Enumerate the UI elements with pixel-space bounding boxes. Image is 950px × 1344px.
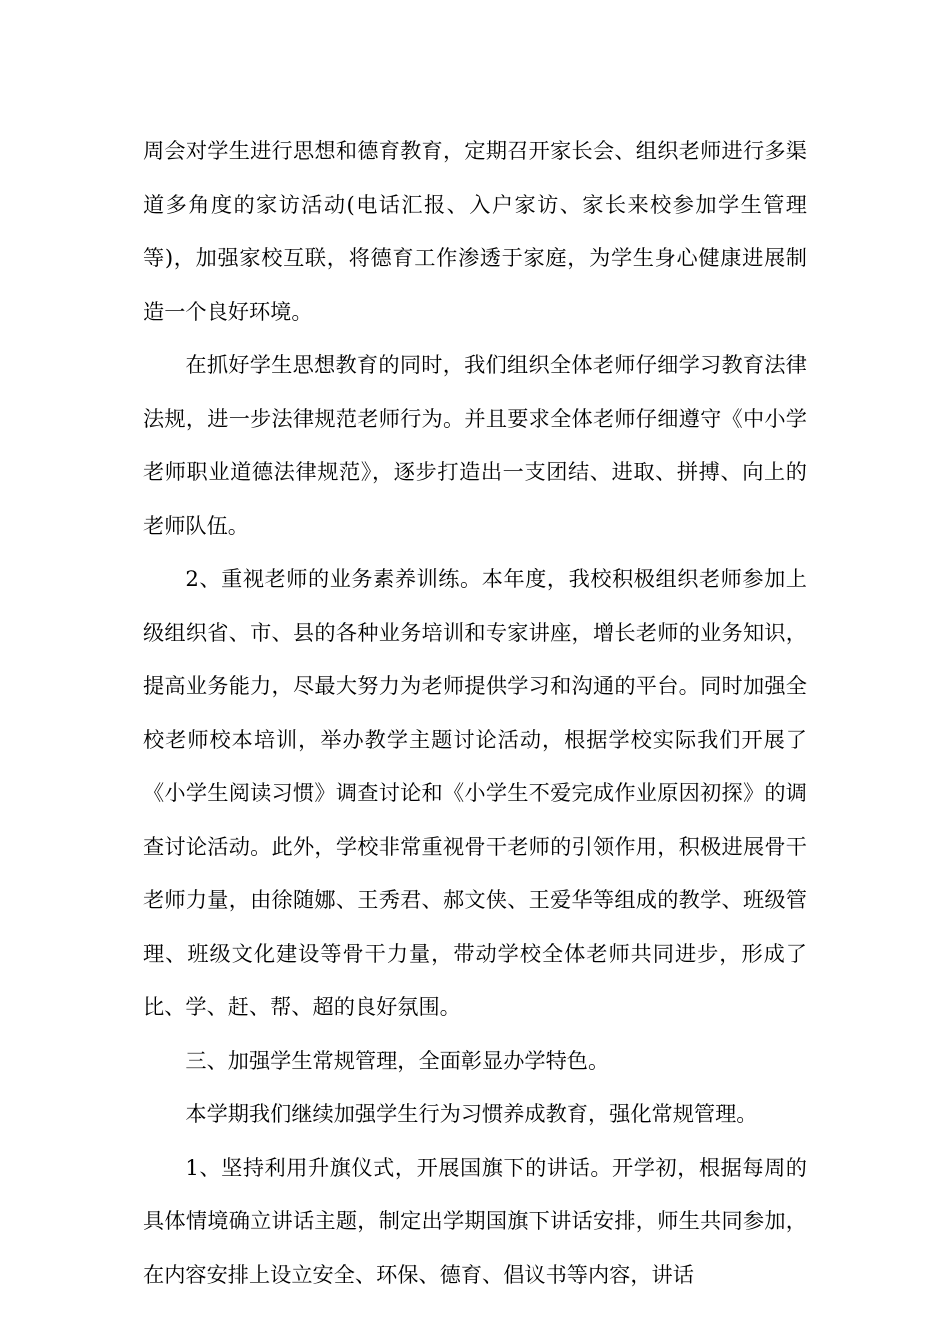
paragraph-4: 本学期我们继续加强学生行为习惯养成教育，强化常规管理。	[185, 1101, 758, 1126]
document-page	[143, 124, 807, 1301]
section-heading: 三、加强学生常规管理，全面彰显办学特色。	[185, 1047, 610, 1073]
paragraph-1: 周会对学生进行思想和德育教育，定期召开家长会、组织老师进行多渠道多角度的家访活动(电话汇报、入户家访、家长来校参加学生管理等)，加强家校互联，将德育工作渗透于家庭，为学生身心健康进展制造一个良好环境。	[143, 138, 807, 324]
paragraph-2: 在抓好学生思想教育的同时，我们组织全体老师仔细学习教育法律法规，进一步法律规范老师行为。并且要求全体老师仔细遵守《中小学老师职业道德法律规范》，逐步打造出一支团结、进取、拼搏、向上的老师队伍。	[143, 352, 807, 538]
paragraph-5: 1、坚持利用升旗仪式，开展国旗下的讲话。开学初，根据每周的具体情境确立讲话主题，制定出学期国旗下讲话安排，师生共同参加，在内容安排上设立安全、环保、德育、倡议书等内容，讲话	[143, 1154, 807, 1287]
paragraph-3: 2、重视老师的业务素养训练。本年度，我校积极组织老师参加上级组织省、市、县的各种业务培训和专家讲座，增长老师的业务知识，提高业务能力，尽最大努力为老师提供学习和沟通的平台。同时加强全校老师校本培训，举办教学主题讨论活动，根据学校实际我们开展了《小学生阅读习惯》调查讨论和《小学生不爱完成作业原因初探》的调查讨论活动。此外，学校非常重视骨干老师的引领作用，积极进展骨干老师力量，由徐随娜、王秀君、郝文侠、王爱华等组成的教学、班级管理、班级文化建设等骨干力量，带动学校全体老师共同进步，形成了比、学、赶、帮、超的良好氛围。	[143, 566, 807, 1019]
